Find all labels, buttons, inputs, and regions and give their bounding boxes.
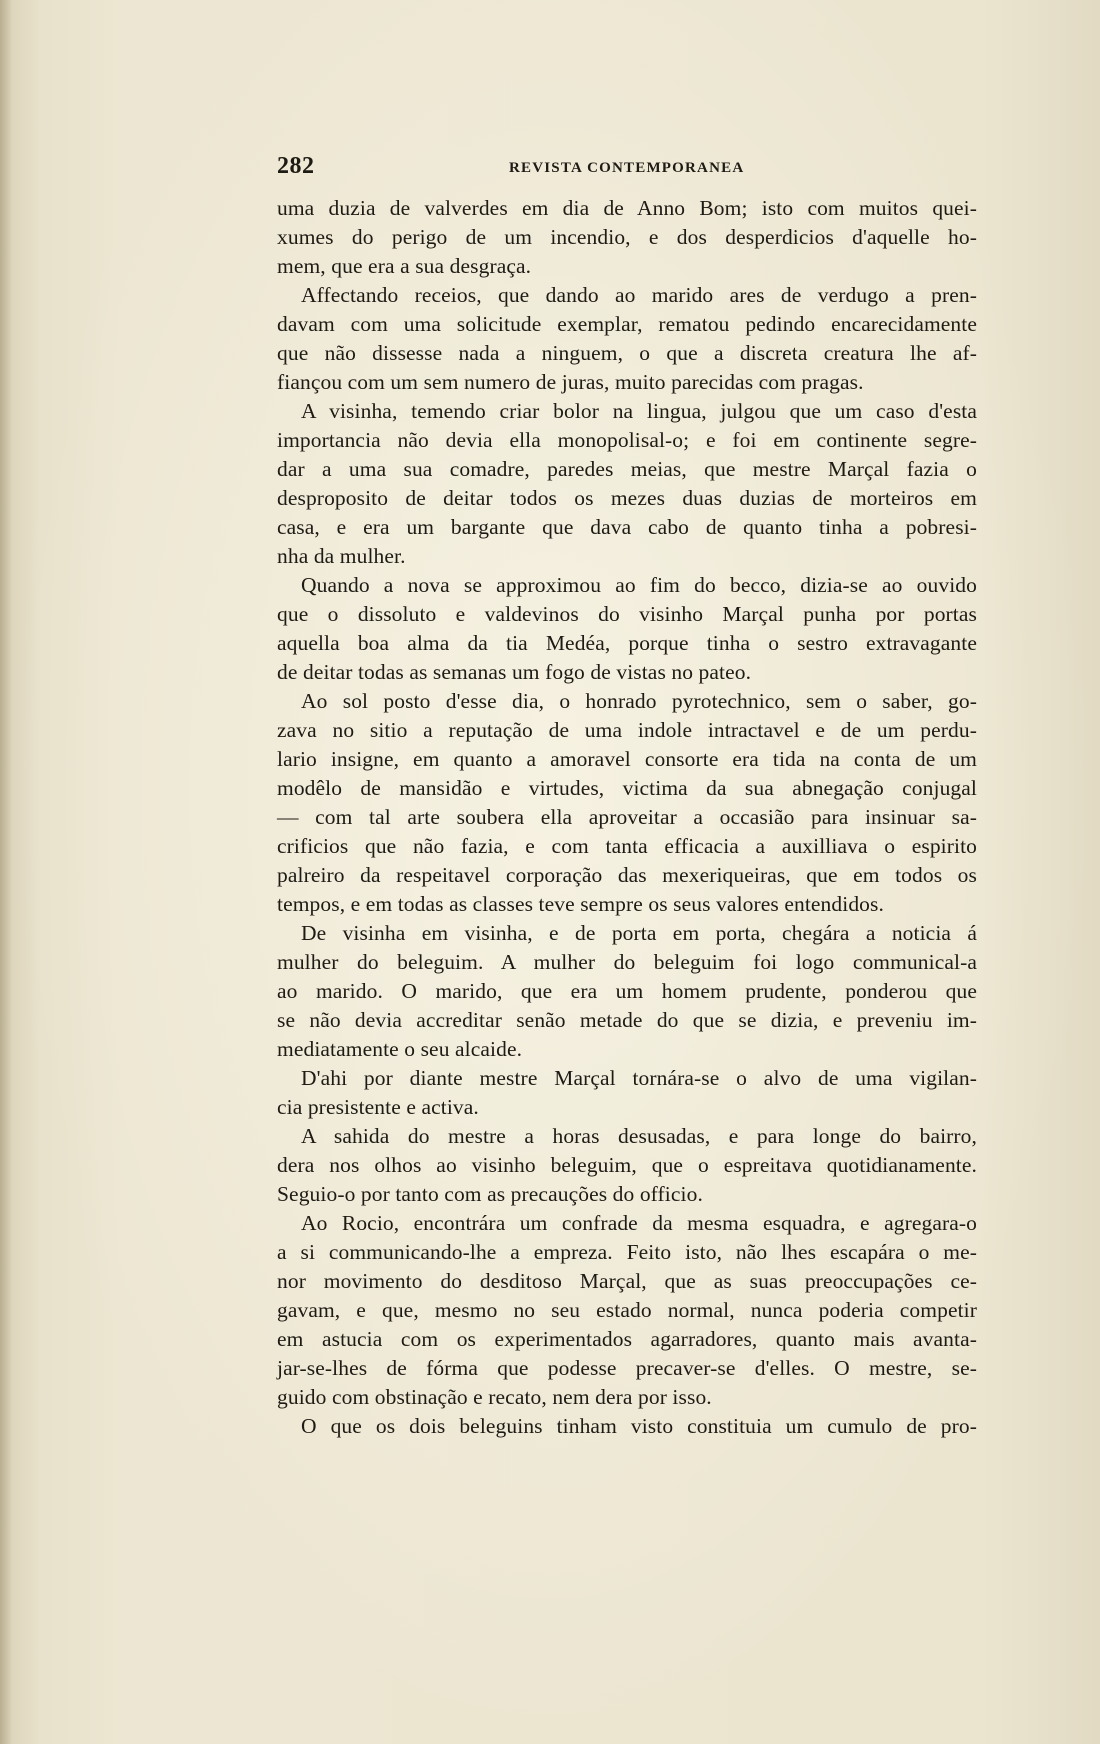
text-line: Ao Rocio, encontrára um confrade da mesma esquadra, e agregara-o [301, 1211, 977, 1235]
text-line: Seguio-o por tanto com as precauções do officio. [277, 1182, 703, 1206]
text-line: mulher do beleguim. A mulher do beleguim foi logo communical-a [277, 950, 977, 974]
text-line: que não dissesse nada a ninguem, o que a discreta creatura lhe af- [277, 341, 977, 365]
text-line: Ao sol posto d'esse dia, o honrado pyrotechnico, sem o saber, go- [301, 689, 977, 713]
text-line: mediatamente o seu alcaide. [277, 1037, 523, 1061]
text-line: mem, que era a sua desgraça. [277, 254, 532, 278]
text-line: dar a uma sua comadre, paredes meias, que mestre Marçal fazia o [277, 457, 977, 481]
text-line: guido com obstinação e recato, nem dera por isso. [277, 1385, 712, 1409]
text-line: modêlo de mansidão e virtudes, victima da sua abnegação conjugal [277, 776, 977, 800]
text-line: A sahida do mestre a horas desusadas, e para longe do bairro, [301, 1124, 977, 1148]
text-line: se não devia accreditar senão metade do que se dizia, e preveniu im- [277, 1008, 977, 1032]
text-line: casa, e era um bargante que dava cabo de quanto tinha a pobresi- [277, 515, 977, 539]
page-number: 282 [277, 153, 315, 179]
text-line: aquella boa alma da tia Medéa, porque tinha o sestro extravagante [277, 631, 977, 655]
text-line: nor movimento do desditoso Marçal, que as suas preoccupações ce- [277, 1269, 977, 1293]
text-line: gavam, e que, mesmo no seu estado normal, nunca poderia competir [277, 1298, 977, 1322]
text-line: de deitar todas as semanas um fogo de vistas no pateo. [277, 660, 752, 684]
text-line: De visinha em visinha, e de porta em porta, chegára a noticia á [301, 921, 977, 945]
text-line: que o dissoluto e valdevinos do visinho Marçal punha por portas [277, 602, 977, 626]
text-line: A visinha, temendo criar bolor na lingua, julgou que um caso d'esta [301, 399, 977, 423]
text-line: crificios que não fazia, e com tanta efficacia a auxilliava o espirito [277, 834, 977, 858]
text-line: desproposito de deitar todos os mezes duas duzias de morteiros em [277, 486, 977, 510]
text-line: O que os dois beleguins tinham visto constituia um cumulo de pro- [301, 1414, 977, 1438]
text-line: xumes do perigo de um incendio, e dos desperdicios d'aquelle ho- [277, 225, 977, 249]
text-line: em astucia com os experimentados agarradores, quanto mais avanta- [277, 1327, 977, 1351]
page-edge-shadow [0, 0, 12, 1744]
text-line: fiançou com um sem numero de juras, muito parecidas com pragas. [277, 370, 864, 394]
text-line: jar-se-lhes de fórma que podesse precaver-se d'elles. O mestre, se- [277, 1356, 977, 1380]
text-line: tempos, e em todas as classes teve sempre os seus valores entendidos. [277, 892, 884, 916]
text-line: uma duzia de valverdes em dia de Anno Bom; isto com muitos quei- [277, 196, 977, 220]
text-line: cia presistente e activa. [277, 1095, 479, 1119]
page-header [277, 153, 977, 183]
text-line: D'ahi por diante mestre Marçal tornára-se o alvo de uma vigilan- [301, 1066, 977, 1090]
text-line: davam com uma solicitude exemplar, rematou pedindo encarecidamente [277, 312, 977, 336]
text-line: Quando a nova se approximou ao fim do becco, dizia-se ao ouvido [301, 573, 977, 597]
body-text [277, 194, 977, 1441]
text-line: palreiro da respeitavel corporação das mexeriqueiras, que em todos os [277, 863, 977, 887]
text-line: a si communicando-lhe a empreza. Feito isto, não lhes escapára o me- [277, 1240, 977, 1264]
text-line: nha da mulher. [277, 544, 406, 568]
text-line: dera nos olhos ao visinho beleguim, que o espreitava quotidianamente. [277, 1153, 977, 1177]
text-line: importancia não devia ella monopolisal-o; e foi em continente segre- [277, 428, 977, 452]
text-line: Affectando receios, que dando ao marido ares de verdugo a pren- [301, 283, 977, 307]
text-line: lario insigne, em quanto a amoravel consorte era tida na conta de um [277, 747, 977, 771]
running-title: REVISTA CONTEMPORANEA [509, 160, 745, 176]
text-line: — com tal arte soubera ella aproveitar a occasião para insinuar sa- [277, 805, 977, 829]
text-line: zava no sitio a reputação de uma indole intractavel e de um perdu- [277, 718, 977, 742]
text-line: ao marido. O marido, que era um homem prudente, ponderou que [277, 979, 977, 1003]
